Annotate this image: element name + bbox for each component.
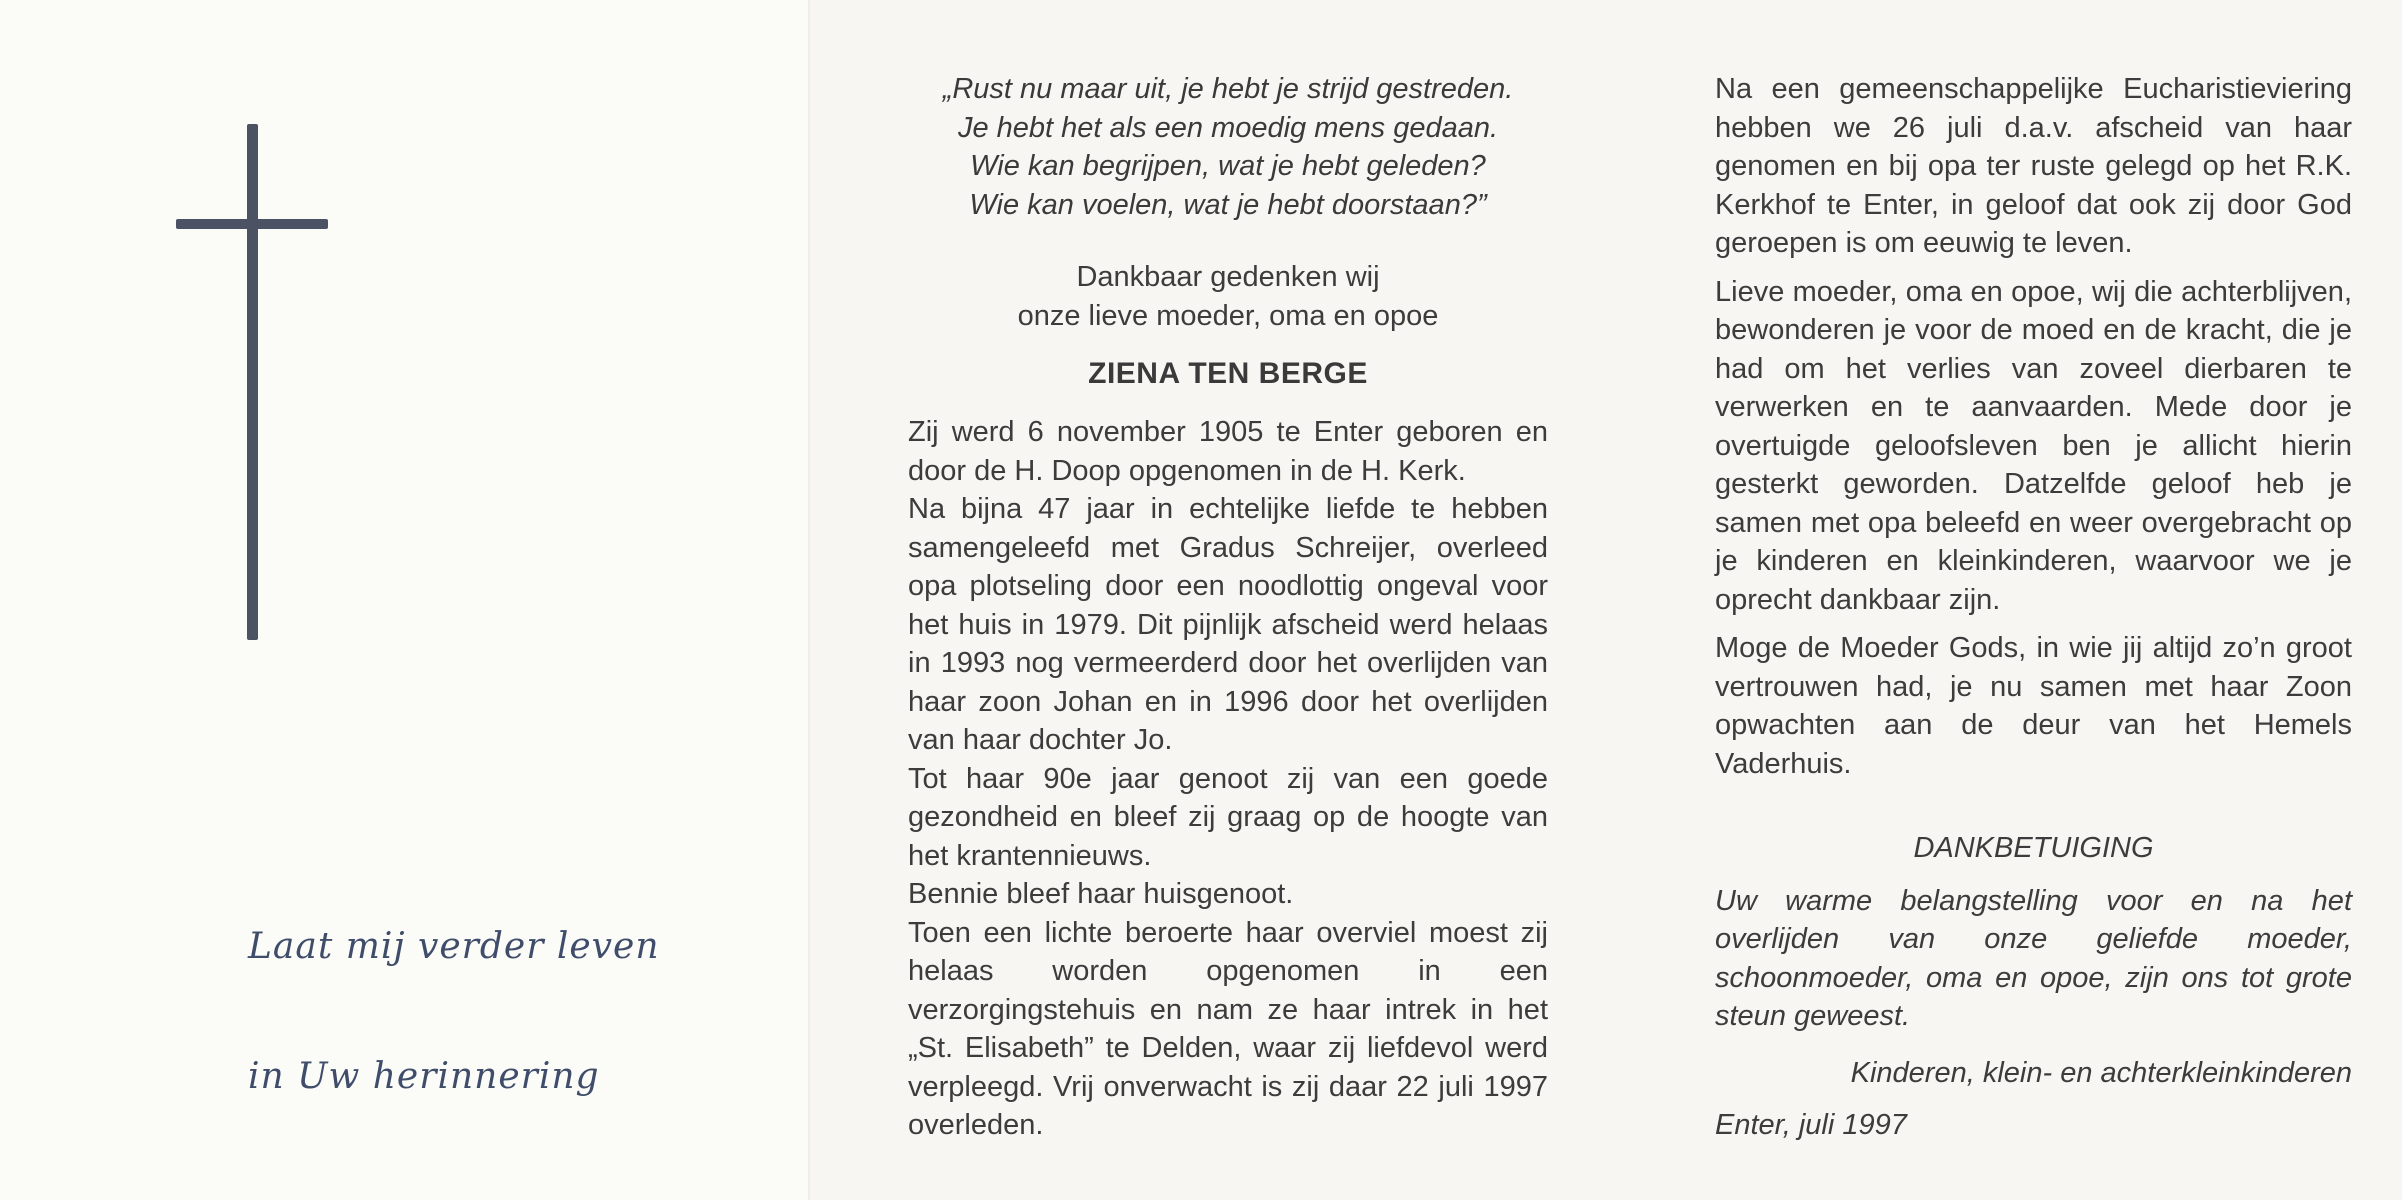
intro-line: Dankbaar gedenken wij [1076,261,1380,293]
closing-column [1715,70,2352,1145]
poem [908,70,1548,224]
fold-divider [808,0,810,1200]
deceased-name: ZIENA TEN BERGE [1088,357,1368,390]
intro [908,258,1548,335]
paragraph: Toen een lichte beroerte haar overviel moest zij helaas worden opgenomen in een verzorgingstehuis en nam ze haar intrek in het „St. Elisabeth” te Delden, waar zij liefdevol werd verpleegd. Vrij onverwacht is zij daar 22 juli 1997 overleden. [908,916,1548,1141]
biography-column [908,70,1548,1145]
paragraph: Tot haar 90e jaar genoot zij van een goede gezondheid en bleef zij graag op de hoogte van het krantennieuws. [908,762,1548,872]
poem-line: Wie kan voelen, wat je hebt doorstaan?” [969,188,1487,221]
paragraph: Na bijna 47 jaar in echtelijke liefde te hebben samengeleefd met Gradus Schreijer, overleed opa plotseling door een noodlottig ongeval voor het huis in 1979. Dit pijnlijk afscheid werd helaas in 1993 nog vermeerderd door het overlijden van haar zoon Johan en in 1996 door het overlijden van haar dochter Jo. [908,493,1548,756]
place-date: Enter, juli 1997 [1715,1109,1907,1141]
paragraph: Na een gemeenschappelijke Eucharistieviering hebben we 26 juli d.a.v. afscheid van haar genomen en bij opa ter ruste gelegd op het R.K. Kerkhof te Enter, in geloof dat ook zij door God geroepen is om eeuwig te leven. [1715,73,2352,259]
biography-text [908,413,1548,1145]
paragraph: Moge de Moeder Gods, in wie jij altijd zo’n groot vertrouwen had, je nu samen met haar Zoon opwachten aan de deur van het Hemels Vaderhuis. [1715,632,2352,780]
poem-line: Wie kan begrijpen, wat je hebt geleden? [970,150,1486,182]
paragraph: Lieve moeder, oma en opoe, wij die achterblijven, bewonderen je voor de moed en de kracht, die je had om het verlies van zoveel dierbaren te verwerken en te aanvaarden. Mede door je overtuigde geloofsleven ben je allicht hierin gesterkt geworden. Datzelfde geloof heb je samen met opa beleefd en weer overgebracht op je kinderen en kleinkinderen, waarvoor we je oprecht dankbaar zijn. [1715,275,2352,616]
signature: Kinderen, klein- en achterkleinkinderen [1850,1056,2352,1089]
poem-line: „Rust nu maar uit, je hebt je strijd gestreden. [942,73,1514,105]
paragraph: Bennie bleef haar huisgenoot. [908,878,1294,910]
paragraph: Zij werd 6 november 1905 te Enter geboren en door de H. Doop opgenomen in de H. Kerk. [908,416,1548,487]
thanks-text: Uw warme belangstelling voor en na het overlijden van onze geliefde moeder, schoonmoeder, oma en opoe, zijn ons tot grote steun geweest. [1715,884,2352,1032]
poem-line: Je hebt het als een moedig mens gedaan. [957,111,1499,144]
cross-bar [176,219,328,229]
motto-line-2: in Uw herinnering [248,1056,600,1097]
thanks-heading: DANKBETUIGING [1913,832,2154,864]
closing-text [1715,70,2352,783]
intro-line: onze lieve moeder, oma en opoe [1017,299,1439,332]
cross-icon [247,124,258,640]
motto-line-1: Laat mij verder leven [248,926,660,967]
cover-panel [0,0,808,1200]
